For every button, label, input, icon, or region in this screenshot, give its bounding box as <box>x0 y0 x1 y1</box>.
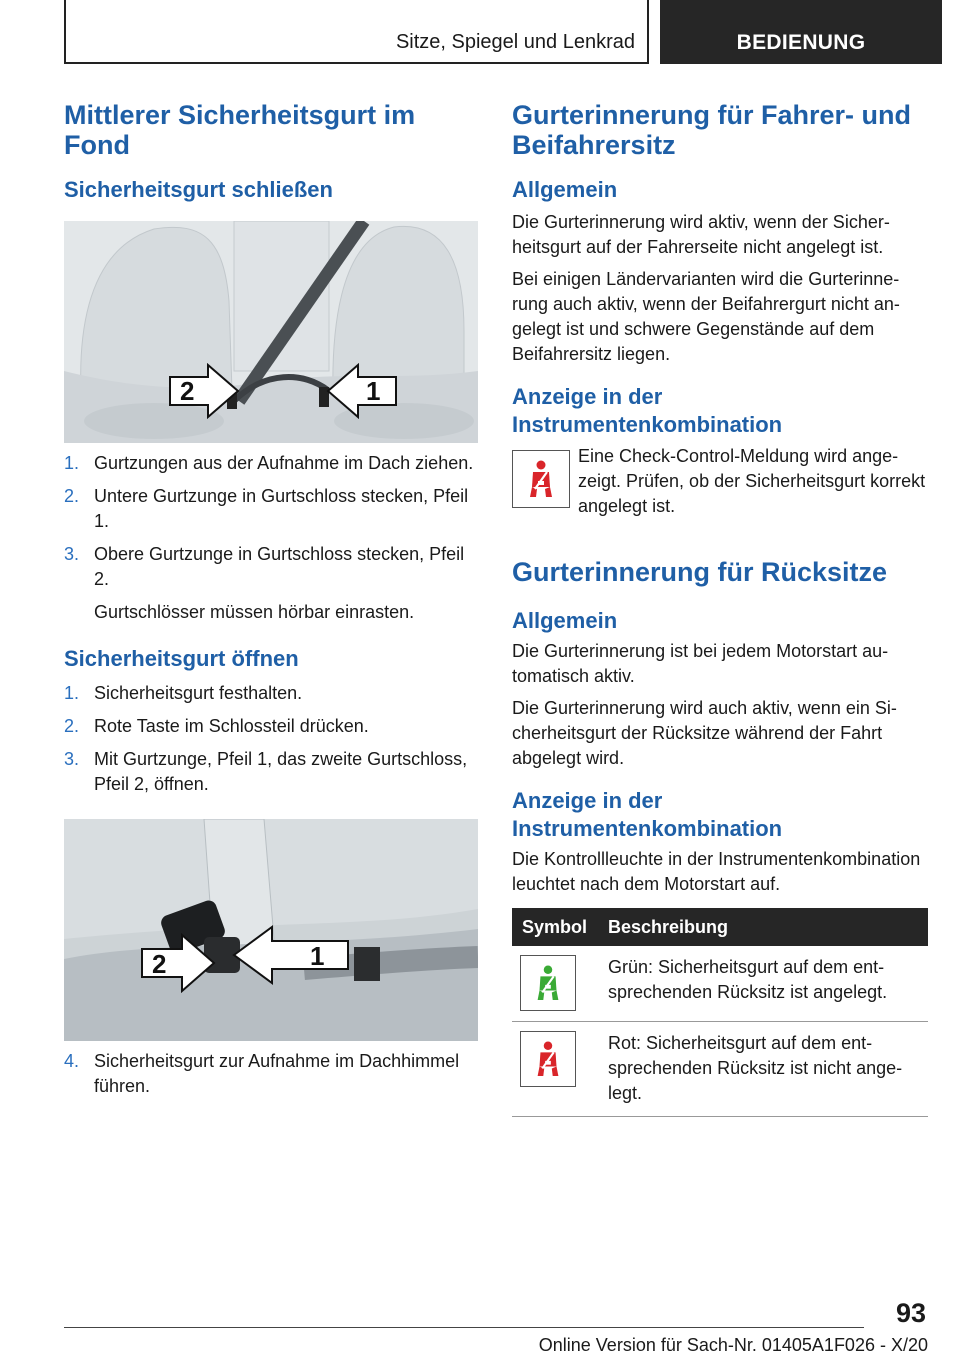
subheading-open-belt: Sicherheitsgurt öffnen <box>64 646 299 671</box>
column-header-symbol: Symbol <box>512 908 598 946</box>
symbol-table <box>512 908 928 1117</box>
header-section-title: Sitze, Spiegel und Lenkrad <box>395 31 635 53</box>
subheading-general: Allgemein <box>512 177 618 202</box>
section-title-front-belt-reminder: Gurterinnerung für Fahrer- und Beifahrersitz <box>512 100 912 160</box>
photo-rear-seat-illustration <box>64 221 478 443</box>
list-text: Sicherheitsgurt zur Aufnahme im Dachhimmel führen. <box>94 1051 460 1096</box>
description-cell: Grün: Sicherheitsgurt auf dem entsprechenden Rücksitz ist angelegt. <box>598 946 928 1022</box>
display-note <box>512 444 928 519</box>
callout-number-2: 2 <box>180 376 195 406</box>
left-column <box>64 100 478 1099</box>
steps-close-belt <box>64 451 478 625</box>
subheading-instrument-display: Anzeige in der Instrumentenkombination <box>512 384 783 437</box>
right-column <box>512 100 928 1117</box>
description-cell: Rot: Sicherheitsgurt auf dem entsprechenden Rücksitz ist nicht angelegt. <box>598 1022 928 1117</box>
seatbelt-red-icon <box>520 1031 576 1087</box>
table-row <box>512 946 928 1022</box>
list-number: 4. <box>64 1051 80 1071</box>
paragraph-rear-2: Die Gurterinnerung wird auch aktiv, wenn ein Sicherheitsgurt der Rücksitze während der Fahrt abgelegt wird. <box>512 698 897 768</box>
page-number: 93 <box>895 1298 926 1328</box>
list-item <box>64 681 478 706</box>
section-title-rear-belt-reminder: Gurterinnerung für Rücksitze <box>512 557 888 587</box>
list-number: 2. <box>64 486 80 506</box>
paragraph-rear-display: Die Kontrollleuchte in der Instrumentenkombination leuchtet nach dem Motorstart auf. <box>512 849 921 894</box>
list-number: 1. <box>64 683 80 703</box>
subheading-rear-general: Allgemein <box>512 608 618 633</box>
footer-online-version: Online Version für Sach-Nr. 01405A1F026 - X/20 <box>538 1335 928 1355</box>
footer-divider <box>64 1327 864 1328</box>
list-item <box>64 714 478 739</box>
list-text: Rote Taste im Schlossteil drücken. <box>94 716 369 736</box>
callout-number-2: 2 <box>152 949 167 979</box>
step-note: Gurtschlösser müssen hörbar einrasten. <box>94 602 415 622</box>
callout-number-1: 1 <box>310 941 325 971</box>
arrow-callout-1 <box>326 363 398 419</box>
symbol-cell <box>512 946 598 1022</box>
list-number: 2. <box>64 716 80 736</box>
photo-belt-buckle-opening <box>64 819 478 1041</box>
display-note-icon-wrap <box>512 444 578 519</box>
section-title-middle-belt: Mittlerer Sicherheitsgurt im Fond <box>64 100 416 160</box>
list-number: 3. <box>64 749 80 769</box>
list-number: 3. <box>64 544 80 564</box>
table-row <box>512 1022 928 1117</box>
list-item <box>64 451 478 476</box>
subheading-close-belt: Sicherheitsgurt schließen <box>64 177 333 202</box>
paragraph-rear-1: Die Gurterinnerung ist bei jedem Motorstart automatisch aktiv. <box>512 641 889 686</box>
list-text: Obere Gurtzunge in Gurtschloss stecken, Pfeil 2. <box>94 544 465 589</box>
table-header-row <box>512 908 928 946</box>
seatbelt-green-icon <box>520 955 576 1011</box>
arrow-callout-2 <box>168 363 240 419</box>
symbol-cell <box>512 1022 598 1117</box>
paragraph-general-1: Die Gurterinnerung wird aktiv, wenn der Sicherheitsgurt auf der Fahrerseite nicht angelegt ist. <box>512 212 890 257</box>
subheading-rear-display: Anzeige in der Instrumentenkombination <box>512 788 783 841</box>
list-text: Sicherheitsgurt festhalten. <box>94 683 303 703</box>
list-item <box>64 747 478 797</box>
list-number: 1. <box>64 453 80 473</box>
photo-rear-seat-belt-closing <box>64 221 478 443</box>
paragraph-general-2: Bei einigen Ländervarianten wird die Gurterinnerung auch aktiv, wenn der Beifahrergurt nicht angelegt ist und schwere Gegenstände auf dem Beifahrersitz liegen. <box>512 269 900 364</box>
list-text: Untere Gurtzunge in Gurtschloss stecken, Pfeil 1. <box>94 486 469 531</box>
list-item <box>64 1049 478 1099</box>
arrow-callout-2 <box>140 933 216 993</box>
seatbelt-warning-icon <box>512 450 570 508</box>
list-item <box>64 542 478 592</box>
column-header-description: Beschreibung <box>598 908 928 946</box>
list-text: Gurtzungen aus der Aufnahme im Dach ziehen. <box>94 453 474 473</box>
header-chapter-tab: BEDIENUNG <box>660 0 942 64</box>
steps-final <box>64 1049 478 1099</box>
header-section-box <box>64 0 649 64</box>
list-text: Mit Gurtzunge, Pfeil 1, das zweite Gurtschloss, Pfeil 2, öffnen. <box>94 749 468 794</box>
callout-number-1: 1 <box>366 376 381 406</box>
arrow-callout-1 <box>232 923 350 985</box>
steps-open-belt <box>64 681 478 797</box>
display-note-text: Eine Check-Control-Meldung wird angezeigt. Prüfen, ob der Sicherheitsgurt korrekt angelegt ist. <box>578 446 926 516</box>
list-item <box>64 484 478 534</box>
